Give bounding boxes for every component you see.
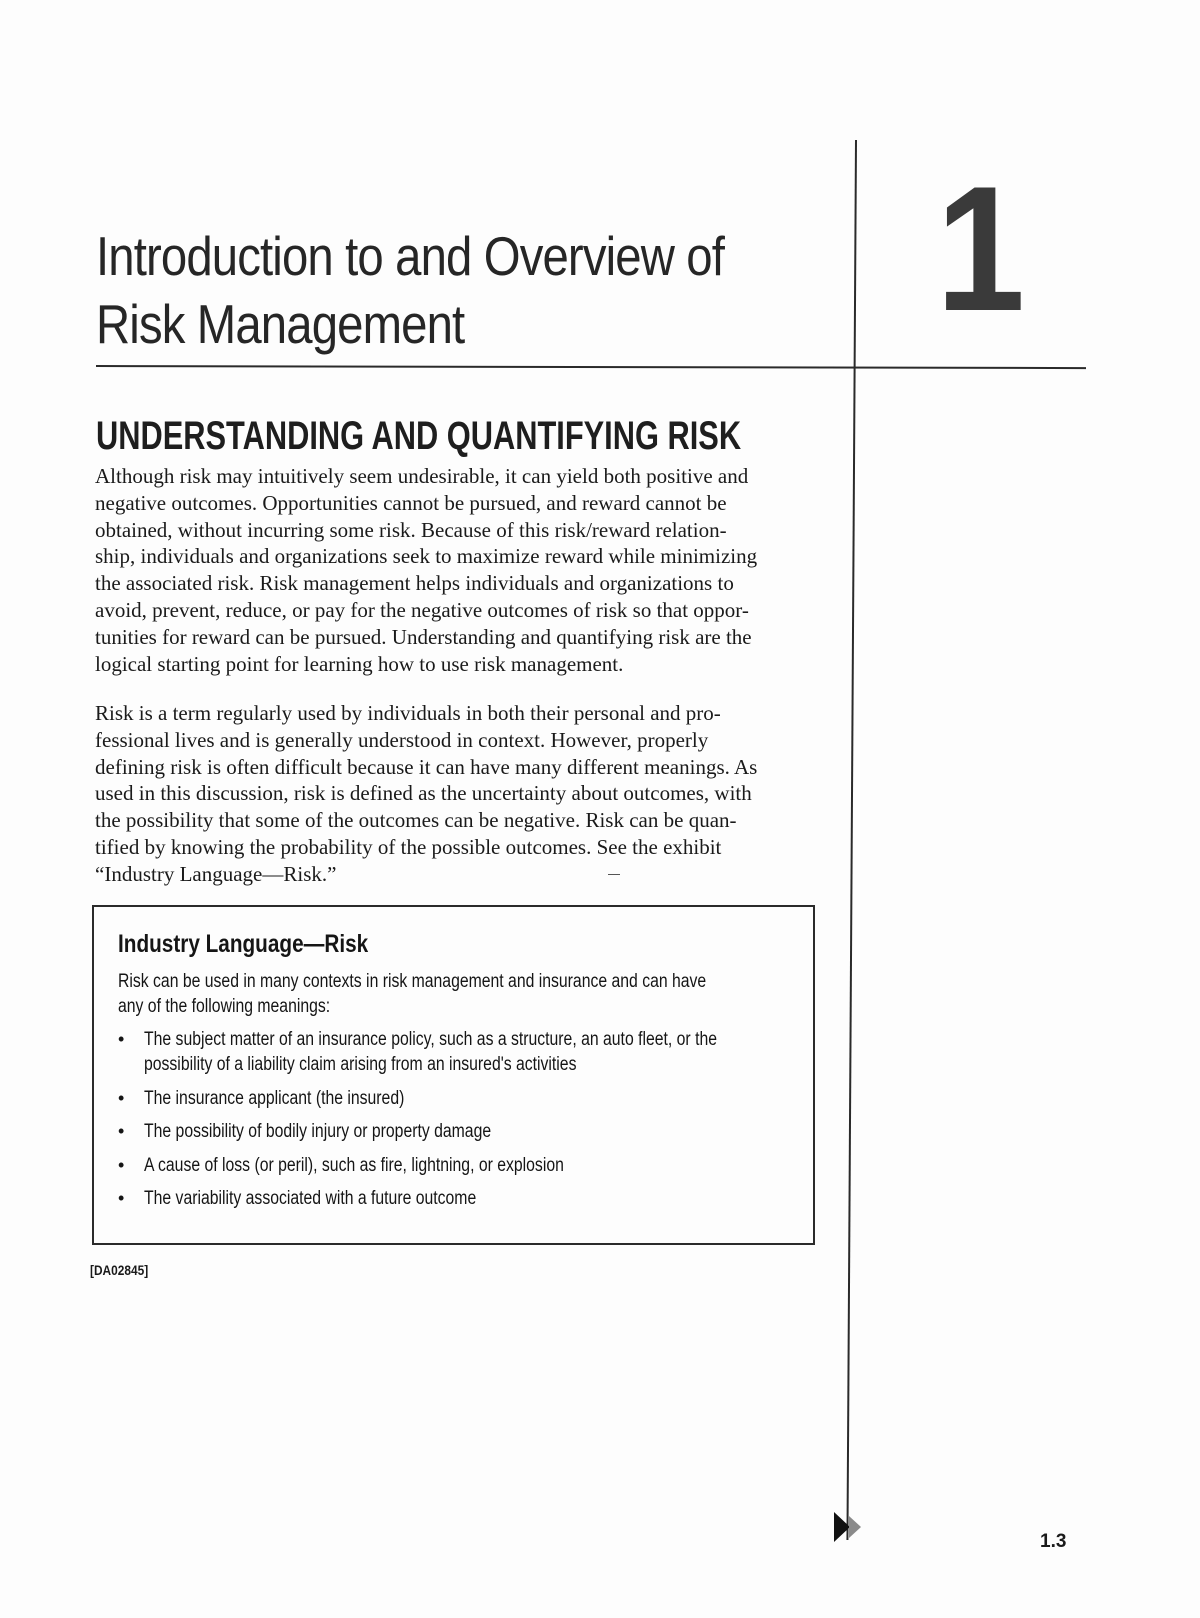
chapter-number: 1 [936, 149, 1026, 348]
exhibit-title: Industry Language—Risk [118, 930, 369, 958]
list-item [118, 1119, 834, 1144]
text-line: logical starting point for learning how to use risk management. [95, 651, 624, 676]
exhibit-intro [118, 969, 749, 1019]
list-item-text [144, 1153, 564, 1178]
list-item-text [144, 1027, 717, 1077]
chapter-title [96, 222, 732, 358]
list-item-text [144, 1119, 491, 1144]
text-line: defining risk is often difficult because it can have many different meanings. As [95, 754, 758, 779]
text-line: ship, individuals and organizations seek to maximize reward while minimizing [95, 544, 758, 569]
bullet-icon: • [118, 1188, 125, 1208]
list-item [118, 1027, 834, 1077]
vertical-rule [846, 140, 857, 1540]
text-line: obtained, without incurring some risk. Because of this risk/reward relation- [95, 517, 727, 542]
text-line: The variability associated with a future outcome [144, 1188, 477, 1209]
text-line: The insurance applicant (the insured) [144, 1087, 405, 1109]
title-underline-rule [96, 365, 1086, 369]
chapter-title-line: Introduction to and Overview of [96, 225, 725, 287]
text-line: “Industry Language—Risk.” [95, 861, 337, 886]
double-triangle-right-icon [834, 1510, 874, 1544]
page-number: 1.3 [1040, 1531, 1067, 1552]
text-line: any of the following meanings: [118, 996, 331, 1017]
list-item-text [144, 1086, 404, 1111]
text-line: A cause of loss (or peril), such as fire, lightning, or explosion [144, 1154, 564, 1176]
body-paragraph [95, 463, 830, 677]
exhibit-box [92, 905, 815, 1245]
text-line: The possibility of bodily injury or property damage [144, 1121, 492, 1142]
text-line: tunities for reward can be pursued. Understanding and quantifying risk are the [95, 624, 752, 649]
chapter-title-line: Risk Management [96, 293, 465, 355]
text-line: avoid, prevent, reduce, or pay for the negative outcomes of risk so that oppor- [95, 597, 749, 622]
list-item [118, 1153, 834, 1178]
bullet-icon: • [118, 1087, 125, 1108]
text-line: the associated risk. Risk management helps individuals and organizations to [95, 571, 734, 596]
text-line: fessional lives and is generally understood in context. However, properly [95, 727, 709, 752]
text-line: The subject matter of an insurance policy, such as a structure, an auto fleet, or the [144, 1029, 717, 1050]
text-line: tified by knowing the probability of the possible outcomes. See the exhibit [95, 834, 722, 859]
exhibit-code: [DA02845] [90, 1262, 149, 1278]
text-line: Risk is a term regularly used by individuals in both their personal and pro- [95, 701, 721, 725]
list-item-text [144, 1186, 476, 1211]
bullet-icon: • [118, 1154, 125, 1175]
scan-artifact [608, 874, 620, 875]
text-line: used in this discussion, risk is defined as the uncertainty about outcomes, with [95, 781, 752, 806]
exhibit-bullet-list [118, 1027, 834, 1220]
text-line: Risk can be used in many contexts in risk management and insurance and can have [118, 971, 707, 992]
text-line: the possibility that some of the outcomes can be negative. Risk can be quan- [95, 808, 737, 833]
bullet-icon: • [118, 1029, 125, 1049]
section-heading: UNDERSTANDING AND QUANTIFYING RISK [96, 414, 742, 458]
text-line: negative outcomes. Opportunities cannot be pursued, and reward cannot be [95, 490, 727, 515]
text-line: Although risk may intuitively seem undesirable, it can yield both positive and [95, 464, 749, 488]
text-line: possibility of a liability claim arising from an insured's activities [144, 1054, 577, 1075]
bullet-icon: • [118, 1121, 125, 1141]
list-item [118, 1086, 834, 1111]
list-item [118, 1186, 834, 1211]
body-paragraph [95, 700, 830, 888]
